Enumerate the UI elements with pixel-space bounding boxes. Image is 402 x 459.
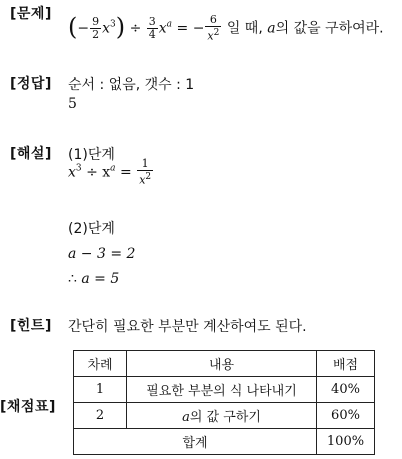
fraction-6-over-x2: $\frac{6}{x^2}$ xyxy=(207,13,220,43)
row1-content: 필요한 부분의 식 나타내기 xyxy=(127,377,317,403)
answer-meta: 순서 : 없음, 갯수 : 1 xyxy=(68,77,195,93)
total-label: 합계 xyxy=(74,429,317,455)
fraction-9-over-2: $\frac{9}{2}$ xyxy=(92,14,100,41)
answer-value: 5 xyxy=(68,96,77,112)
explanation-step2: (2)단계 xyxy=(68,221,115,237)
table-header-row xyxy=(74,351,375,377)
explanation-equation2: a − 3 = 2 xyxy=(68,246,136,262)
row1-points: 40% xyxy=(317,377,375,403)
explanation-equation1: $x^3 \div x^a$ = $\frac{1}{x^2}$ xyxy=(68,157,152,187)
header-points: 배점 xyxy=(317,351,375,377)
divide-sign: ÷ xyxy=(129,20,142,37)
row2-points: 60% xyxy=(317,403,375,429)
scoring-table xyxy=(73,350,375,455)
hint-text: 간단히 필요한 부분만 계산하여도 된다. xyxy=(68,319,307,335)
problem-text-question: 의 값을 구하여라. xyxy=(275,20,384,37)
row1-order: 1 xyxy=(74,377,127,403)
header-content: 내용 xyxy=(127,351,317,377)
fraction-1-over-x2: $\frac{1}{x^2}$ xyxy=(139,157,152,187)
explanation-step1: (1)단계 xyxy=(68,147,115,163)
table-total-row xyxy=(74,429,375,455)
minus-sign: − xyxy=(77,20,90,37)
table-row xyxy=(74,403,375,429)
hint-section-label: [힌트] xyxy=(10,318,52,334)
scoring-section-label: [채점표] xyxy=(0,399,56,415)
problem-text-condition: 일 때, xyxy=(226,20,263,37)
close-paren: ) xyxy=(115,13,126,42)
header-order: 차례 xyxy=(74,351,127,377)
therefore-sign: ∴ xyxy=(68,271,77,287)
open-paren: ( xyxy=(68,13,78,42)
table-row xyxy=(74,377,375,403)
problem-section-label: [문제] xyxy=(10,6,52,22)
row2-order: 2 xyxy=(74,403,127,429)
fraction-3-over-4: $\frac{3}{4}$ xyxy=(148,14,156,41)
answer-section-label: [정답] xyxy=(10,76,52,92)
problem-statement: (− $\frac{9}{2}$ $x^3$) ÷ $\frac{3}{4}$ $x^a$ = − $\frac{6}{x^2}$ 일 때, a의 값을 구하여라. xyxy=(68,13,384,43)
total-points: 100% xyxy=(317,429,375,455)
explanation-equation3: ∴ a = 5 xyxy=(68,271,120,287)
row2-content: a의 값 구하기 xyxy=(127,403,317,429)
explanation-section-label: [해설] xyxy=(10,146,52,162)
